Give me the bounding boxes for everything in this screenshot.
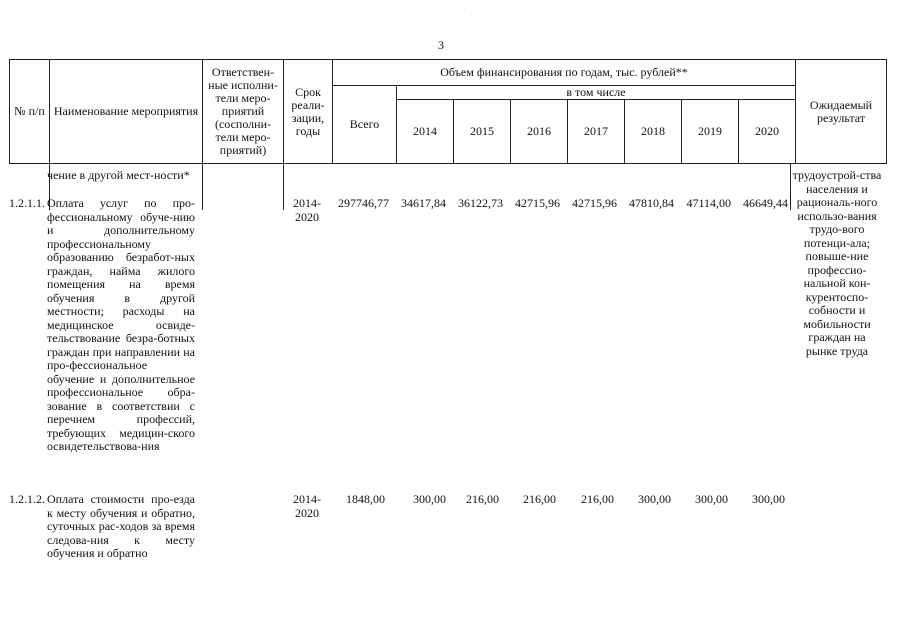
column-rule <box>790 163 791 210</box>
row-value-2019: 47114,00 <box>686 196 731 210</box>
header-year-2017: 2017 <box>568 100 625 164</box>
header-year-2018: 2018 <box>625 100 682 164</box>
table-body <box>9 163 882 640</box>
row-total: 297746,77 <box>338 196 389 210</box>
row-value-2019: 300,00 <box>695 492 728 506</box>
column-rule <box>202 163 203 210</box>
row-value-2017: 42715,96 <box>572 196 617 210</box>
header-year-2015: 2015 <box>454 100 511 164</box>
header-year-2014: 2014 <box>397 100 454 164</box>
header-year-2019: 2019 <box>682 100 739 164</box>
row-number: 1.2.1.2. <box>9 492 45 506</box>
row-number: 1.2.1.1. <box>9 196 45 210</box>
row-value-2017: 216,00 <box>581 492 614 506</box>
header-including: в том числе <box>397 86 796 100</box>
row-term: 2014-2020 <box>293 492 321 520</box>
page-number: 3 <box>438 38 444 52</box>
row-value-2015: 216,00 <box>466 492 499 506</box>
row-name: Оплата услуг по про-фессиональному обуче-нию и дополнительному профессиональному образованию безработ-ных граждан, найма жилого помещения на время обучения в другой местности; расходы на медицинское освиде-тельствование безра-ботных граждан при направлении на про-фессиональное обучение и дополнительное профессиональное обра-зование в соответствии с перечнем профессий, требующих медицин-ского освидетельствова-ния <box>47 196 195 453</box>
row-value-2020: 46649,44 <box>743 196 788 210</box>
row-value-2018: 47810,84 <box>629 196 674 210</box>
header-total: Всего <box>333 86 397 164</box>
header-year-2016: 2016 <box>511 100 568 164</box>
table-header <box>9 59 887 164</box>
header-funding-volume: Объем финансирования по годам, тыс. рублей** <box>333 60 796 86</box>
header-term: Срок реали-зации, годы <box>284 60 333 164</box>
header-expected-result: Ожидаемый результат <box>796 60 887 164</box>
row-total: 1848,00 <box>346 492 385 506</box>
header-name: Наименование мероприятия <box>50 60 203 164</box>
row-value-2014: 300,00 <box>413 492 446 506</box>
row-name: Оплата стоимости про-езда к месту обучения и обратно, суточных рас-ходов за время следова-ния к месту обучения и обратно <box>47 492 195 560</box>
row-value-2020: 300,00 <box>752 492 785 506</box>
row-value-2015: 36122,73 <box>458 196 503 210</box>
header-responsible: Ответствен-ные исполни-тели меро-приятий (сосполни-тели меро-приятий) <box>203 60 284 164</box>
header-year-2020: 2020 <box>739 100 796 164</box>
row-value-2018: 300,00 <box>638 492 671 506</box>
row-value-2016: 216,00 <box>523 492 556 506</box>
row-value-2014: 34617,84 <box>401 196 446 210</box>
scan-speck: · · <box>455 6 468 14</box>
continued-name-text: чение в другой мест-ности* <box>47 168 190 182</box>
column-rule <box>283 163 284 210</box>
header-num: № п/п <box>10 60 50 164</box>
row-term: 2014-2020 <box>293 196 321 224</box>
expected-result-text: трудоустрой-ства населения и рациональ-ного использо-вания трудо-вого потенци-ала; повыше-ние профессио-нальной кон-курентоспо-собности и мобильности граждан на рынке труда <box>792 168 882 358</box>
row-value-2016: 42715,96 <box>515 196 560 210</box>
